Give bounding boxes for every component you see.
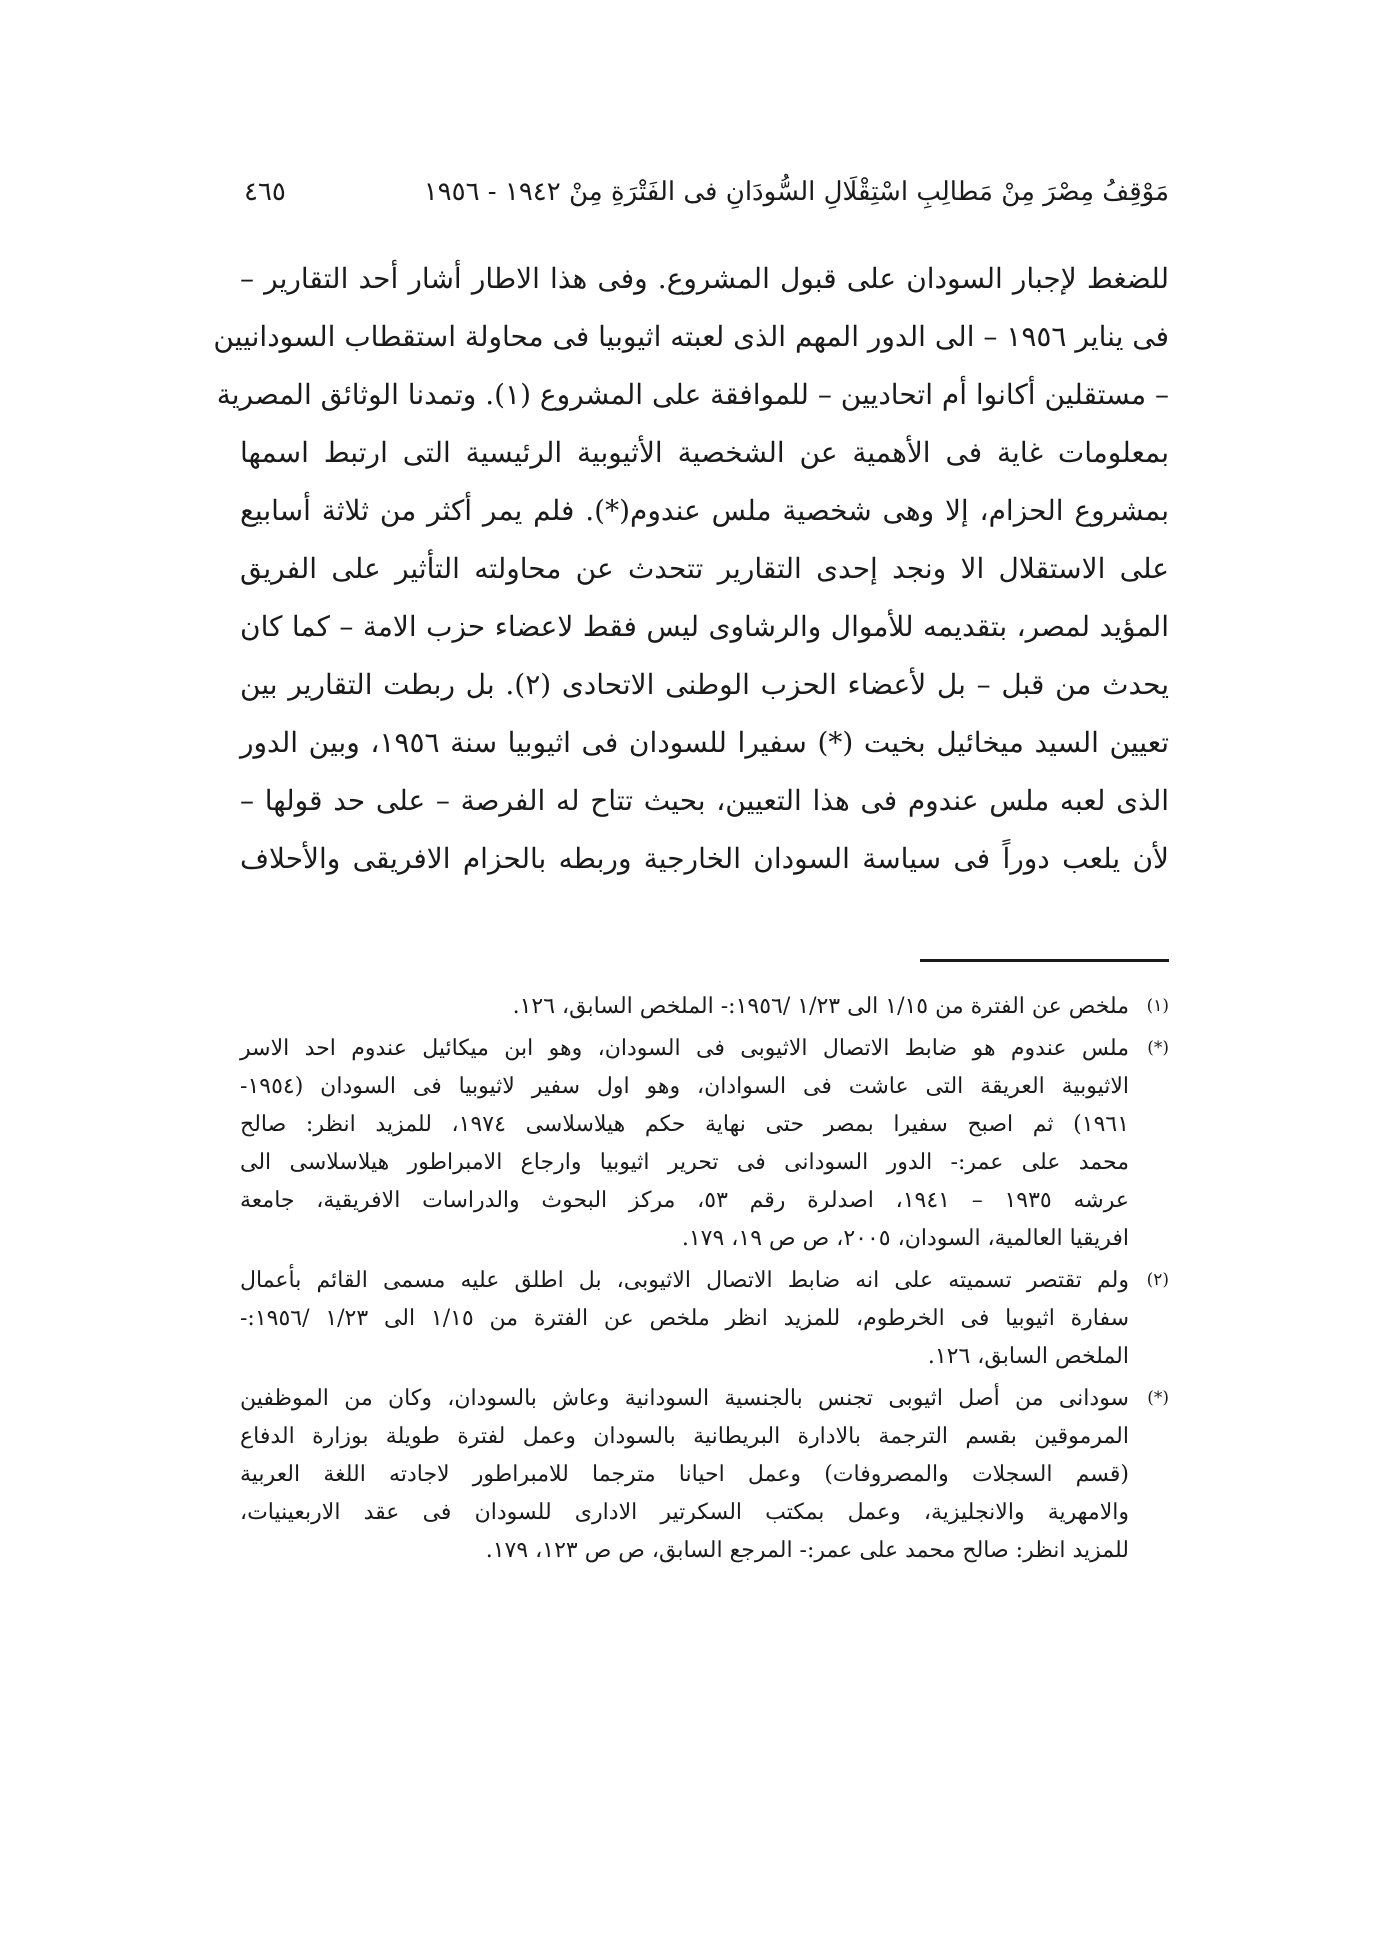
footnote-marker: (١): [1146, 996, 1169, 1016]
footnote-line: افريقيا العالمية، السودان، ٢٠٠٥، ص ص ١٩، ١٧٩.: [681, 1226, 1129, 1251]
running-title: مَوْقِفُ مِصْرَ مِنْ مَطالِبِ اسْتِقْلَالِ السُّودَانِ فى الفَتْرَةِ مِنْ ١٩٤٢ - ١٩٥٦: [423, 177, 1169, 207]
footnote-line: عرشه ١٩٣٥ – ١٩٤١، اصدلرة رقم ٥٣، مركز البحوث والدراسات الافريقية، جامعة: [240, 1188, 1129, 1213]
body-line: لأن يلعب دوراً فى سياسة السودان الخارجية وربطه بالحزام الافريقى والأحلاف: [240, 842, 1169, 875]
body-line: تعيين السيد ميخائيل بخيت (*) سفيرا للسودان فى اثيوبيا سنة ١٩٥٦، وبين الدور: [240, 726, 1170, 759]
body-line: يحدث من قبل – بل لأعضاء الحزب الوطنى الاتحادى (٢). بل ربطت التقارير بين: [240, 668, 1170, 701]
footnote-line: للمزيد انظر: صالح محمد على عمر:- المرجع السابق، ص ص ١٢٣، ١٧٩.: [485, 1538, 1129, 1563]
body-line: للضغط لإجبار السودان على قبول المشروع. وفى هذا الاطار أشار أحد التقارير –: [240, 262, 1169, 295]
footnote-line: الاثيوبية العريقة التى عاشت فى السوادان، وهو اول سفير لاثيوبيا فى السودان (١٩٥٤-: [240, 1074, 1129, 1099]
footnote-line: ولم تقتصر تسميته على انه ضابط الاتصال الاثيوبى، بل اطلق عليه مسمى القائم بأعمال: [240, 1268, 1129, 1293]
body-line: المؤيد لمصر، بتقديمه للأموال والرشاوى ليس فقط لاعضاء حزب الامة – كما كان: [240, 610, 1169, 643]
body-line: الذى لعبه ملس عندوم فى هذا التعيين، بحيث تتاح له الفرصة – على حد قولها –: [240, 784, 1169, 817]
page-number: ٤٦٥: [244, 177, 286, 207]
body-line: فى يناير ١٩٥٦ – الى الدور المهم الذى لعبته اثيوبيا فى محاولة استقطاب السودانيين: [213, 320, 1169, 353]
body-line: بمعلومات غاية فى الأهمية عن الشخصية الأثيوبية الرئيسية التى ارتبط اسمها: [240, 436, 1169, 469]
footnote-marker: (٢): [1146, 1270, 1169, 1290]
footnote-line: ملخص عن الفترة من ١/١٥ الى ١/٢٣ /١٩٥٦:- الملخص السابق، ١٢٦.: [512, 994, 1129, 1019]
body-line: – مستقلين أكانوا أم اتحاديين – للموافقة على المشروع (١). وتمدنا الوثائق المصرية: [216, 378, 1169, 411]
footnote-marker: (*): [1147, 1038, 1169, 1058]
footnote-line: (قسم السجلات والمصروفات) وعمل احيانا مترجما للامبراطور لاجادته اللغة العربية: [240, 1462, 1129, 1487]
footnote-line: محمد على عمر:- الدور السودانى فى تحرير اثيوبيا وارجاع الامبراطور هيلاسلاسى الى: [240, 1150, 1129, 1175]
footnote-line: ملس عندوم هو ضابط الاتصال الاثيوبى فى السودان، وهو ابن ميكائيل عندوم احد الاسر: [240, 1036, 1129, 1061]
footnote-line: سفارة اثيوبيا فى الخرطوم، للمزيد انظر ملخص عن الفترة من ١/١٥ الى ١/٢٣ /١٩٥٦:-: [240, 1306, 1130, 1331]
footnote-line: والامهرية والانجليزية، وعمل بمكتب السكرتير الادارى للسودان فى عقد الاربعينيات،: [240, 1500, 1129, 1525]
running-header: [244, 170, 1169, 214]
footnote-line: سودانى من أصل اثيوبى تجنس بالجنسية السودانية وعاش بالسودان، وكان من الموظفين: [240, 1386, 1129, 1411]
footnote-star-2: [240, 1380, 1169, 1570]
footnote-2: [240, 1262, 1169, 1376]
footnote-separator: [920, 959, 1169, 962]
footnotes: [240, 988, 1169, 1574]
footnote-line: الملخص السابق، ١٢٦.: [927, 1344, 1129, 1369]
body-line: على الاستقلال الا ونجد إحدى التقارير تتحدث عن محاولته التأثير على الفريق: [240, 552, 1169, 585]
body-line: بمشروع الحزام، إلا وهى شخصية ملس عندوم(*). فلم يمر أكثر من ثلاثة أسابيع: [240, 494, 1169, 527]
footnote-line: المرموقين بقسم الترجمة بالادارة البريطانية بالسودان وعمل لفترة طويلة بوزارة الدفاع: [240, 1424, 1129, 1449]
footnote-marker: (*): [1147, 1388, 1169, 1408]
body-text: [213, 250, 1170, 888]
footnote-1: [240, 988, 1169, 1026]
footnote-line: ١٩٦١) ثم اصبح سفيرا بمصر حتى نهاية حكم هيلاسلاسى ١٩٧٤، للمزيد انظر: صالح: [240, 1112, 1130, 1137]
footnote-star-1: [240, 1030, 1169, 1258]
